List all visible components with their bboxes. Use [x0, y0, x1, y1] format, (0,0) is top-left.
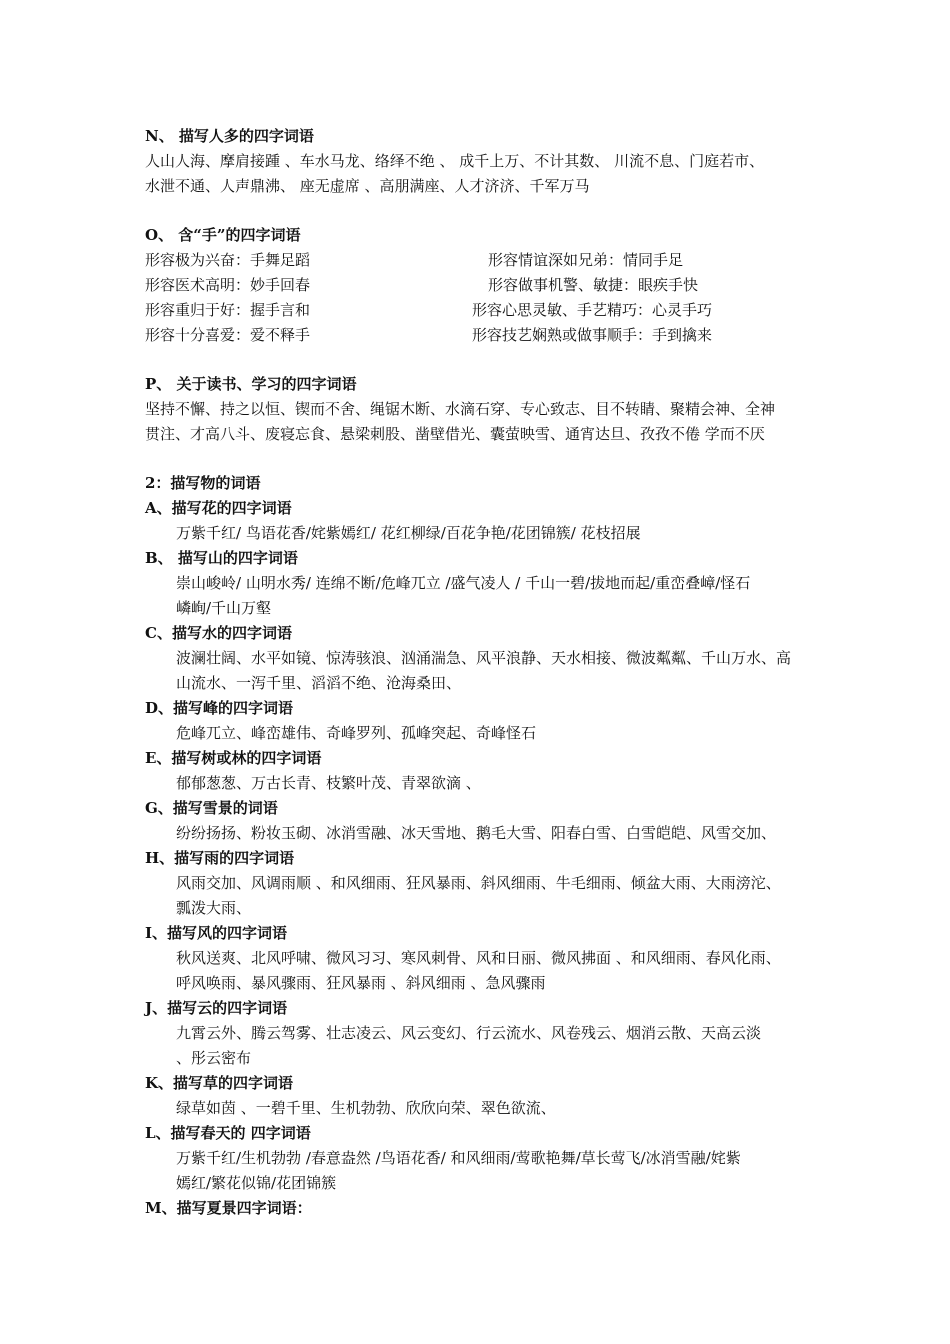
- idiom-row: [145, 248, 825, 273]
- subsection-line: 九霄云外、腾云驾雾、壮志凌云、风云变幻、行云流水、风卷残云、烟消云散、天高云淡: [176, 1024, 762, 1042]
- idiom-row: [145, 323, 825, 348]
- idiom-right: 形容心思灵敏、手艺精巧：心灵手巧: [472, 301, 713, 319]
- section-n-heading: N、 描写人多的四字词语: [145, 127, 314, 145]
- section-n-line: 水泄不通、人声鼎沸、 座无虚席 、高朋满座、人才济济、千军万马: [145, 177, 590, 195]
- subsection-line: 万紫千红/生机勃勃 /春意盎然 /鸟语花香/ 和风细雨/莺歌艳舞/草长莺飞/冰消雪融/姹紫: [176, 1149, 741, 1167]
- subsection-line: 山流水、一泻千里、滔滔不绝、沧海桑田、: [176, 674, 462, 692]
- subsection-heading: A、描写花的四字词语: [145, 499, 292, 517]
- idiom-right: 形容技艺娴熟或做事顺手：手到擒来: [472, 326, 713, 344]
- spacer: [145, 348, 825, 372]
- idiom-left: 形容医术高明：妙手回春: [145, 276, 311, 294]
- subsection-heading: I、描写风的四字词语: [145, 924, 288, 942]
- idiom-left: 形容重归于好：握手言和: [145, 301, 311, 319]
- subsection-line: 、彤云密布: [176, 1049, 252, 1067]
- section-p-line: 贯注、才高八斗、废寝忘食、悬梁刺股、凿壁借光、囊萤映雪、通宵达旦、孜孜不倦 学而不厌: [145, 425, 765, 443]
- idiom-row: [145, 298, 825, 323]
- section-n-line: 人山人海、摩肩接踵 、车水马龙、络绎不绝 、 成千上万、不计其数、 川流不息、门庭若市、: [145, 152, 765, 170]
- subsection-line: 危峰兀立、峰峦雄伟、奇峰罗列、孤峰突起、奇峰怪石: [176, 724, 537, 742]
- spacer: [145, 199, 825, 223]
- subsection-line: 瓢泼大雨、: [176, 899, 252, 917]
- spacer: [145, 447, 825, 471]
- part-2-heading: 2：描写物的词语: [145, 474, 261, 492]
- subsection-line: 崇山峻岭/ 山明水秀/ 连绵不断/危峰兀立 /盛气凌人 / 千山一碧/拔地而起/重峦叠嶂/怪石: [176, 574, 751, 592]
- subsection-heading: G、描写雪景的词语: [145, 799, 278, 817]
- section-p-line: 坚持不懈、持之以恒、锲而不舍、绳锯木断、水滴石穿、专心致志、目不转睛、聚精会神、全神: [145, 400, 776, 418]
- subsection-line: 呼风唤雨、暴风骤雨、狂风暴雨 、斜风细雨 、急风骤雨: [176, 974, 546, 992]
- idiom-left: 形容十分喜爱：爱不释手: [145, 326, 311, 344]
- subsection-line: 波澜壮阔、水平如镜、惊涛骇浪、汹涌湍急、风平浪静、天水相接、微波粼粼、千山万水、高: [176, 649, 792, 667]
- subsection-line: 风雨交加、风调雨顺 、和风细雨、狂风暴雨、斜风细雨、牛毛细雨、倾盆大雨、大雨滂沱、: [176, 874, 781, 892]
- document-page: [145, 124, 825, 1221]
- subsection-line: 绿草如茵 、一碧千里、生机勃勃、欣欣向荣、翠色欲流、: [176, 1099, 556, 1117]
- subsection-heading: C、描写水的四字词语: [145, 624, 292, 642]
- subsection-heading: L、描写春天的 四字词语: [145, 1124, 311, 1142]
- subsection-line: 纷纷扬扬、粉妆玉砌、冰消雪融、冰天雪地、鹅毛大雪、阳春白雪、白雪皑皑、风雪交加、: [176, 824, 777, 842]
- subsection-heading: D、描写峰的四字词语: [145, 699, 294, 717]
- subsection-line: 万紫千红/ 鸟语花香/姹紫嫣红/ 花红柳绿/百花争艳/花团锦簇/ 花枝招展: [176, 524, 641, 542]
- subsection-heading: J、描写云的四字词语: [145, 999, 288, 1017]
- idiom-left: 形容极为兴奋：手舞足蹈: [145, 251, 311, 269]
- subsection-heading: M、描写夏景四字词语：: [145, 1199, 312, 1217]
- section-o-heading: O、 含“手”的四字词语: [145, 226, 301, 244]
- subsection-heading: E、描写树或林的四字词语: [145, 749, 322, 767]
- subsection-heading: H、描写雨的四字词语: [145, 849, 295, 867]
- subsection-heading: K、描写草的四字词语: [145, 1074, 294, 1092]
- subsection-line: 秋风送爽、北风呼啸、微风习习、寒风刺骨、风和日丽、微风拂面 、和风细雨、春风化雨、: [176, 949, 781, 967]
- idiom-right: 形容情谊深如兄弟：情同手足: [488, 251, 684, 269]
- subsection-heading: B、 描写山的四字词语: [145, 549, 298, 567]
- idiom-right: 形容做事机警、敏捷：眼疾手快: [488, 276, 699, 294]
- idiom-row: [145, 273, 825, 298]
- subsection-line: 郁郁葱葱、万古长青、枝繁叶茂、青翠欲滴 、: [176, 774, 481, 792]
- subsection-line: 嶙峋/千山万壑: [176, 599, 272, 617]
- subsection-line: 嫣红/繁花似锦/花团锦簇: [176, 1174, 337, 1192]
- section-p-heading: P、 关于读书、学习的四字词语: [145, 375, 357, 393]
